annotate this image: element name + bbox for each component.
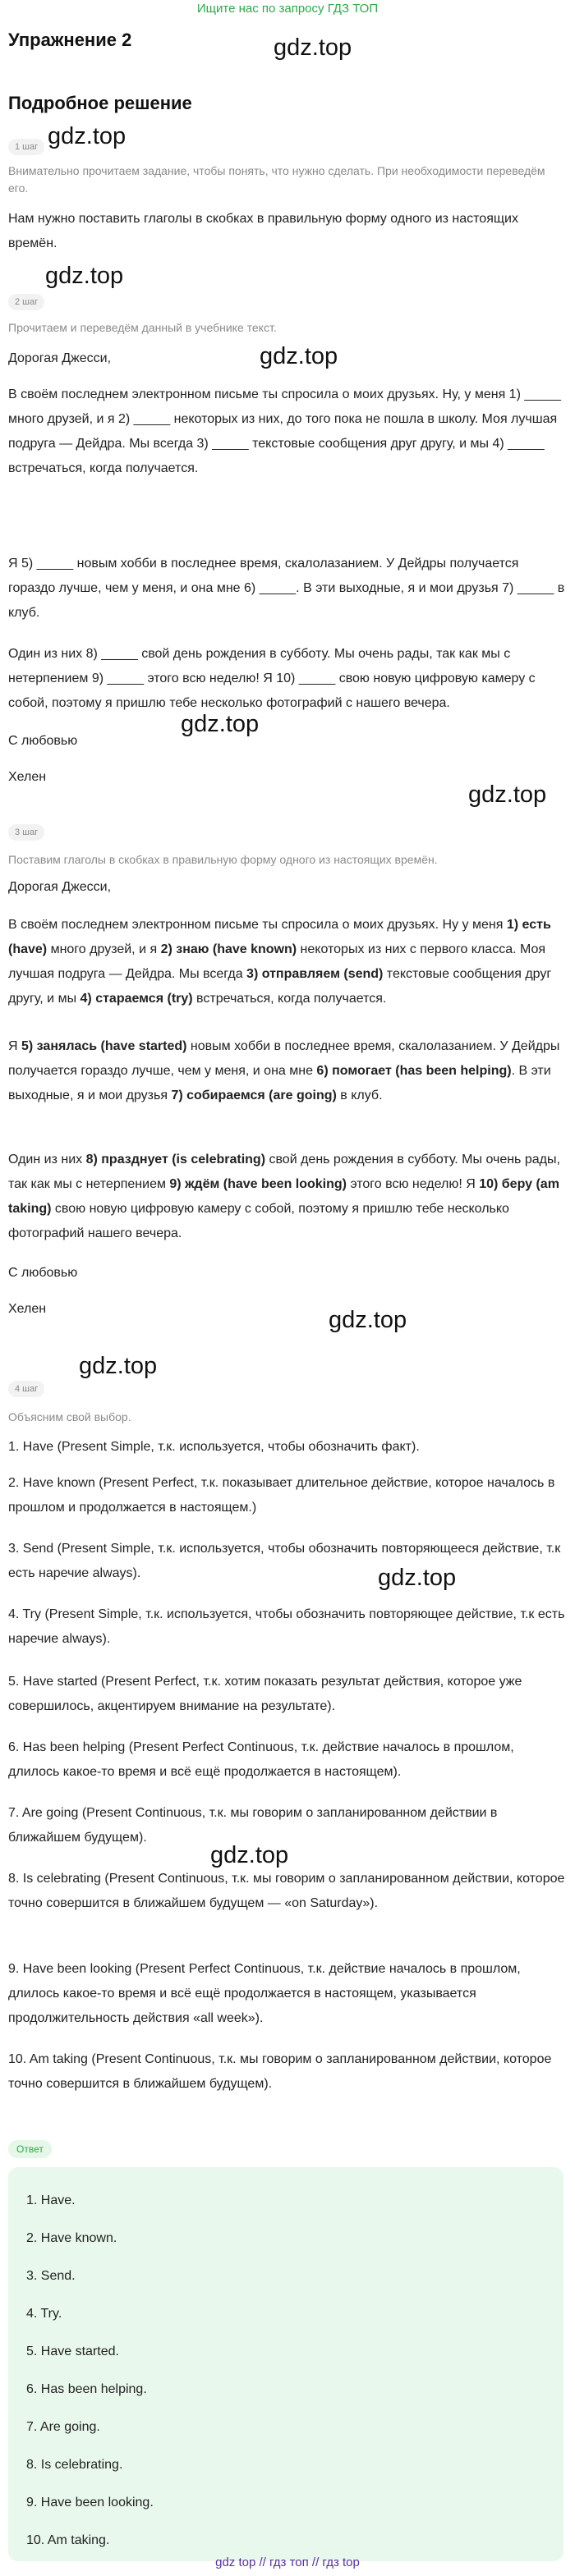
step-text: Нам нужно поставить глаголы в скобках в правильную форму одного из настоящих времён.: [8, 212, 518, 250]
explanation-item: 7. Are going (Present Continuous, т.к. мы говорим о запланированном действии в ближайшем будущем).: [8, 1806, 498, 1845]
footer-links[interactable]: gdz top // гдз топ // гдз top: [215, 2555, 360, 2569]
answer-paragraph: В своём последнем электронном письме ты спросила о моих друзьях. Ну у меня 1) есть (have) много друзей, и я 2) знаю (have known) некоторых из них с первого класса. Моя лучшая подруга — Дейдра. Мы всегда 3) отправляем (send) текстовые сообщения друг другу, и мы 4) стараемся (try) встречаться, когда получается.: [8, 918, 552, 1006]
explanation-item: 3. Send (Present Simple, т.к. используется, чтобы обозначить повторяющееся действие, т.к есть наречие always).: [8, 1542, 561, 1580]
answer-item: 8. Is celebrating.: [26, 2458, 123, 2472]
answer-item: 2. Have known.: [26, 2231, 117, 2245]
step-note: Внимательно прочитаем задание, чтобы понять, что нужно сделать. При необходимости переведём его.: [8, 164, 545, 195]
step-badge: 1 шаг: [8, 139, 44, 155]
explanation-item: 1. Have (Present Simple, т.к. используется, чтобы обозначить факт).: [8, 1440, 420, 1454]
letter-greeting: Дорогая Джесси,: [8, 880, 112, 894]
explanation-item: 6. Has been helping (Present Perfect Continuous, т.к. действие началось в прошлом, длилось какое-то время и всё ещё продолжается в настоящем).: [8, 1740, 514, 1779]
answer-item: 10. Am taking.: [26, 2533, 110, 2547]
watermark: gdz.top: [48, 123, 126, 149]
watermark: gdz.top: [329, 1307, 407, 1333]
explanation-item: 5. Have started (Present Perfect, т.к. хотим показать результат действия, которое уже совершилось, акцентируем внимание на результате).: [8, 1675, 522, 1713]
watermark: gdz.top: [468, 782, 547, 808]
letter-closing: С любовью: [8, 1266, 78, 1280]
step-badge: 2 шаг: [8, 294, 44, 310]
letter-paragraph: Один из них 8) _____ свой день рождения в субботу. Мы очень рады, так как мы с нетерпением 9) _____ этого всю неделю! Я 10) _____ свою новую цифровую камеру с собой, поэтому я пришлю тебе несколько фотографий с нашего вечера.: [8, 647, 536, 710]
answer-item: 9. Have been looking.: [26, 2496, 154, 2510]
watermark: gdz.top: [260, 343, 338, 369]
explanation-item: 2. Have known (Present Perfect, т.к. показывает длительное действие, которое началось в прошлом и продолжается в настоящем.): [8, 1476, 555, 1515]
step-badge: 3 шаг: [8, 824, 44, 841]
watermark: gdz.top: [210, 1842, 289, 1868]
answer-badge: Ответ: [8, 2140, 52, 2158]
letter-signature: Хелен: [8, 770, 47, 784]
step-badge: 4 шаг: [8, 1381, 44, 1397]
answer-item: 4. Try.: [26, 2307, 62, 2321]
letter-closing: С любовью: [8, 734, 78, 748]
answer-item: 7. Are going.: [26, 2420, 100, 2434]
answer-item: 5. Have started.: [26, 2345, 119, 2358]
section-title: Подробное решение: [8, 93, 192, 113]
watermark: gdz.top: [181, 711, 260, 737]
letter-paragraph: Я 5) _____ новым хобби в последнее время, скалолазанием. У Дейдры получается гораздо лучше, чем у меня, и она мне 6) _____. В эти выходные, я и мои друзья 7) _____ в клуб.: [8, 557, 565, 620]
explanation-item: 4. Try (Present Simple, т.к. используется, чтобы обозначить повторяющее действие, т.к есть наречие always).: [8, 1607, 565, 1646]
answer-item: 6. Has been helping.: [26, 2382, 147, 2396]
answer-paragraph: Один из них 8) празднует (is celebrating) свой день рождения в субботу. Мы очень рады, так как мы с нетерпением 9) ждём (have been looking) этого всю неделю! Я 10) беру (am taking) свою новую цифровую камеру с собой, поэтому я пришлю тебе несколько фотографий нашего вечера.: [8, 1153, 560, 1240]
explanation-item: 8. Is celebrating (Present Continuous, т.к. мы говорим о запланированном действии, которое точно совершится в ближайшем будущем — «on Saturday»).: [8, 1872, 565, 1910]
letter-paragraph: В своём последнем электронном письме ты спросила о моих друзьях. Ну, у меня 1) _____ много друзей, и я 2) _____ некоторых из них, до того пока не пошла в школу. Моя лучшая подруга — Дейдра. Мы всегда 3) _____ текстовые сообщения друг другу, и мы 4) _____ встречаться, когда получается.: [8, 387, 561, 475]
explanation-item: 9. Have been looking (Present Perfect Continuous, т.к. действие началось в прошлом, длилось какое-то время и всё ещё продолжается в настоящем, указывается продолжительность действия «all week»).: [8, 1962, 521, 2025]
answer-item: 3. Send.: [26, 2269, 76, 2283]
explanation-item: 10. Am taking (Present Continuous, т.к. мы говорим о запланированном действии, которое точно совершится в ближайшем будущем).: [8, 2052, 552, 2091]
watermark: gdz.top: [45, 263, 124, 289]
top-banner[interactable]: Ищите нас по запросу ГДЗ ТОП: [196, 2, 379, 16]
watermark: gdz.top: [378, 1565, 457, 1591]
step-note: Поставим глаголы в скобках в правильную форму одного из настоящих времён.: [8, 853, 438, 866]
step-note: Объясним свой выбор.: [8, 1410, 131, 1423]
answer-item: 1. Have.: [26, 2193, 76, 2207]
watermark: gdz.top: [79, 1353, 158, 1379]
watermark: gdz.top: [274, 34, 352, 61]
page-title: Упражнение 2: [8, 30, 132, 50]
letter-greeting: Дорогая Джесси,: [8, 351, 112, 365]
step-note: Прочитаем и переведём данный в учебнике текст.: [8, 321, 277, 334]
letter-signature: Хелен: [8, 1302, 47, 1316]
answer-paragraph: Я 5) занялась (have started) новым хобби в последнее время, скалолазанием. У Дейдры получается гораздо лучше, чем у меня, и она мне 6) помогает (has been helping). В эти выходные, я и мои друзья 7) собираемся (are going) в клуб.: [8, 1039, 560, 1102]
